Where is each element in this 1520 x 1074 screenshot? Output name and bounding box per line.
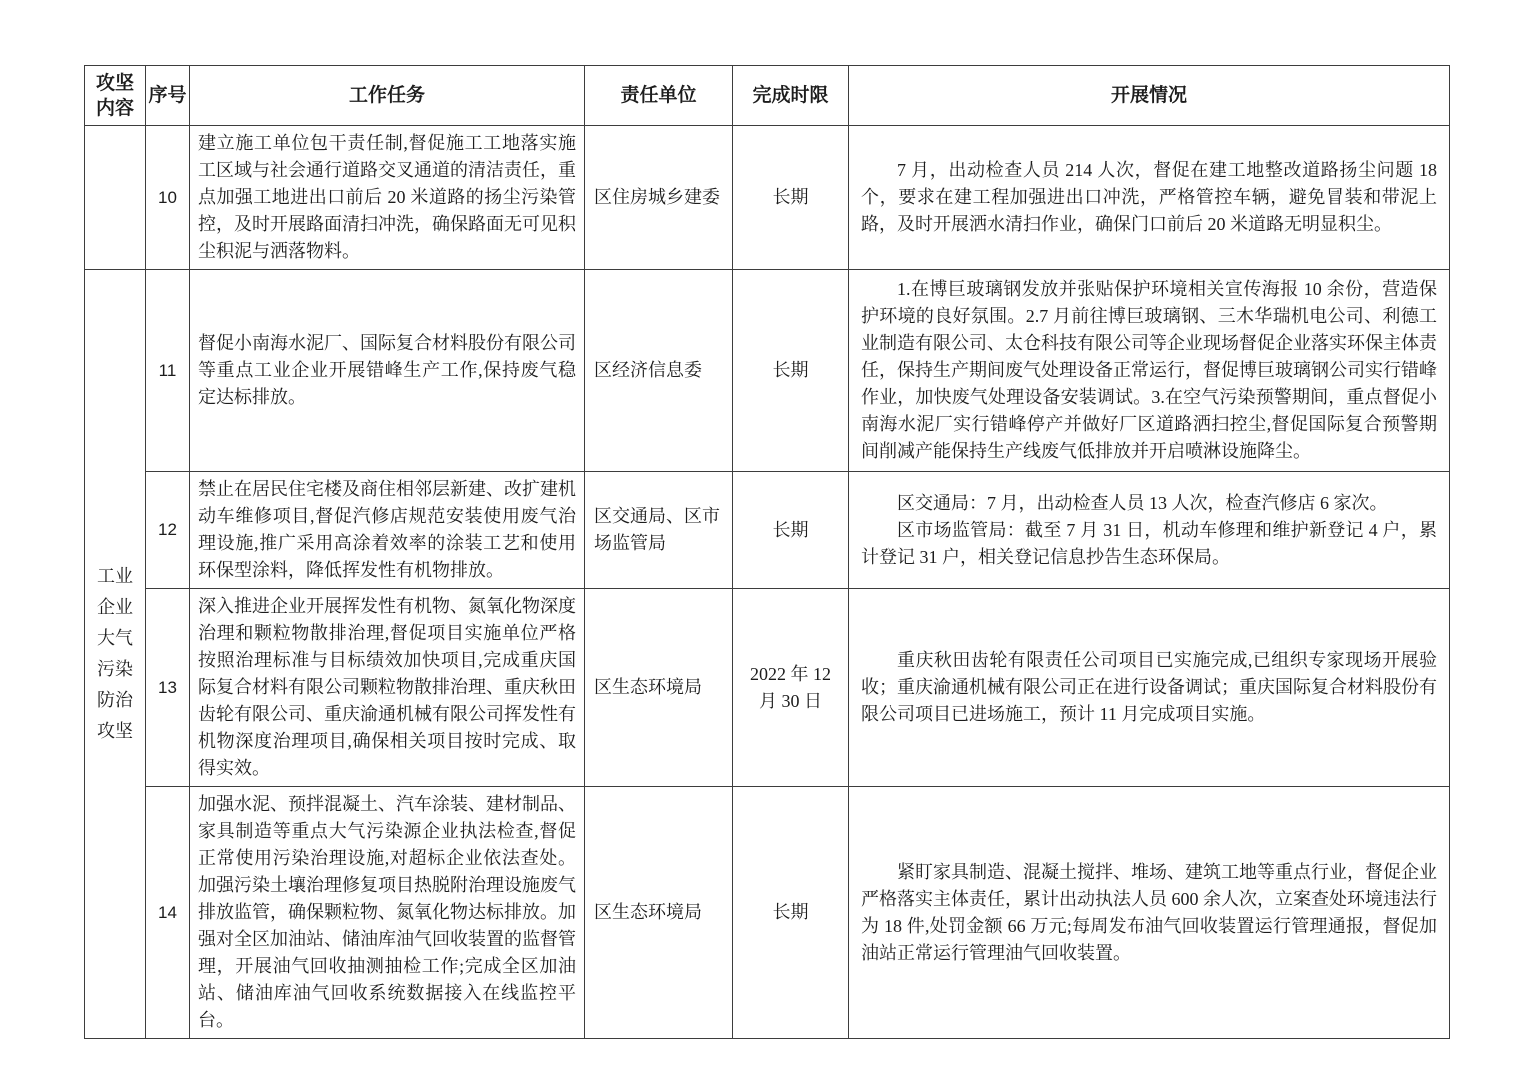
cell-unit: 区交通局、区市场监管局 [585,472,733,589]
table-row [85,472,1450,589]
cell-deadline: 长期 [733,472,849,589]
progress-paragraph: 区市场监管局：截至 7 月 31 日，机动车修理和维护新登记 4 户，累计登记 31 户，相关登记信息抄告生态环保局。 [861,519,1437,567]
table-row [85,126,1450,270]
cell-unit: 区生态环境局 [585,787,733,1039]
table-row [85,270,1450,472]
cell-deadline: 2022 年 12 月 30 日 [733,589,849,787]
cell-unit: 区住房城乡建委 [585,126,733,270]
progress-paragraph: 区交通局：7 月，出动检查人员 13 人次，检查汽修店 6 家次。 [897,492,1388,513]
cell-seq: 13 [146,589,190,787]
cell-deadline: 长期 [733,787,849,1039]
header-progress: 开展情况 [849,66,1450,126]
progress-paragraph: 7 月，出动检查人员 214 人次，督促在建工地整改道路扬尘问题 18 个，要求在建工程加强进出口冲洗，严格管控车辆，避免冒装和带泥上路，及时开展洒水清扫作业，确保门口前后 20 米道路无明显积尘。 [861,160,1437,234]
header-unit: 责任单位 [585,66,733,126]
section-label: 工业企业大气污染防治攻坚 [97,566,133,741]
header-seq: 序号 [146,66,190,126]
cell-campaign-content-empty [85,126,146,270]
work-task-table [84,65,1450,1039]
table-row [85,787,1450,1039]
cell-deadline: 长期 [733,126,849,270]
cell-unit: 区经济信息委 [585,270,733,472]
header-task: 工作任务 [190,66,585,126]
cell-seq: 10 [146,126,190,270]
cell-progress [849,589,1450,787]
cell-task: 督促小南海水泥厂、国际复合材料股份有限公司等重点工业企业开展错峰生产工作,保持废气稳定达标排放。 [190,270,585,472]
cell-progress [849,126,1450,270]
table-header-row [85,66,1450,126]
cell-progress [849,270,1450,472]
cell-campaign-content-merged [85,270,146,1039]
header-campaign-content: 攻坚内容 [85,66,146,126]
progress-paragraph: 紧盯家具制造、混凝土搅拌、堆场、建筑工地等重点行业，督促企业严格落实主体责任，累计出动执法人员 600 余人次，立案查处环境违法行为 18 件,处罚金额 66 万元;每周发布油气回收装置运行管理通报，督促加油站正常运行管理油气回收装置。 [861,861,1437,963]
cell-task: 加强水泥、预拌混凝土、汽车涂装、建材制品、家具制造等重点大气污染源企业执法检查,督促正常使用污染治理设施,对超标企业依法查处。加强污染土壤治理修复项目热脱附治理设施废气排放监管，确保颗粒物、氮氧化物达标排放。加强对全区加油站、储油库油气回收装置的监督管理，开展油气回收抽测抽检工作;完成全区加油站、储油库油气回收系统数据接入在线监控平台。 [190,787,585,1039]
cell-task: 深入推进企业开展挥发性有机物、氮氧化物深度治理和颗粒物散排治理,督促项目实施单位严格按照治理标准与目标绩效加快项目,完成重庆国际复合材料有限公司颗粒物散排治理、重庆秋田齿轮有限公司、重庆渝通机械有限公司挥发性有机物深度治理项目,确保相关项目按时完成、取得实效。 [190,589,585,787]
cell-seq: 12 [146,472,190,589]
progress-paragraph: 重庆秋田齿轮有限责任公司项目已实施完成,已组织专家现场开展验收；重庆渝通机械有限公司正在进行设备调试；重庆国际复合材料股份有限公司项目已进场施工，预计 11 月完成项目实施。 [861,650,1437,724]
cell-task: 禁止在居民住宅楼及商住相邻层新建、改扩建机动车维修项目,督促汽修店规范安装使用废气治理设施,推广采用高涂着效率的涂装工艺和使用环保型涂料，降低挥发性有机物排放。 [190,472,585,589]
cell-progress [849,472,1450,589]
cell-task: 建立施工单位包干责任制,督促施工工地落实施工区域与社会通行道路交叉通道的清洁责任，重点加强工地进出口前后 20 米道路的扬尘污染管控，及时开展路面清扫冲洗，确保路面无可见积尘积泥与洒落物料。 [190,126,585,270]
header-deadline: 完成时限 [733,66,849,126]
cell-seq: 11 [146,270,190,472]
cell-progress [849,787,1450,1039]
progress-paragraph: 1.在博巨玻璃钢发放并张贴保护环境相关宣传海报 10 余份，营造保护环境的良好氛围。2.7 月前往博巨玻璃钢、三木华瑞机电公司、利德工业制造有限公司、太仓科技有限公司等企业现场督促企业落实环保主体责任，保持生产期间废气处理设备正常运行，督促博巨玻璃钢公司实行错峰作业，加快废气处理设备安装调试。3.在空气污染预警期间，重点督促小南海水泥厂实行错峰停产并做好厂区道路洒扫控尘,督促国际复合预警期间削减产能保持生产线废气低排放并开启喷淋设施降尘。 [861,279,1437,461]
cell-seq: 14 [146,787,190,1039]
cell-deadline: 长期 [733,270,849,472]
table-row [85,589,1450,787]
cell-unit: 区生态环境局 [585,589,733,787]
